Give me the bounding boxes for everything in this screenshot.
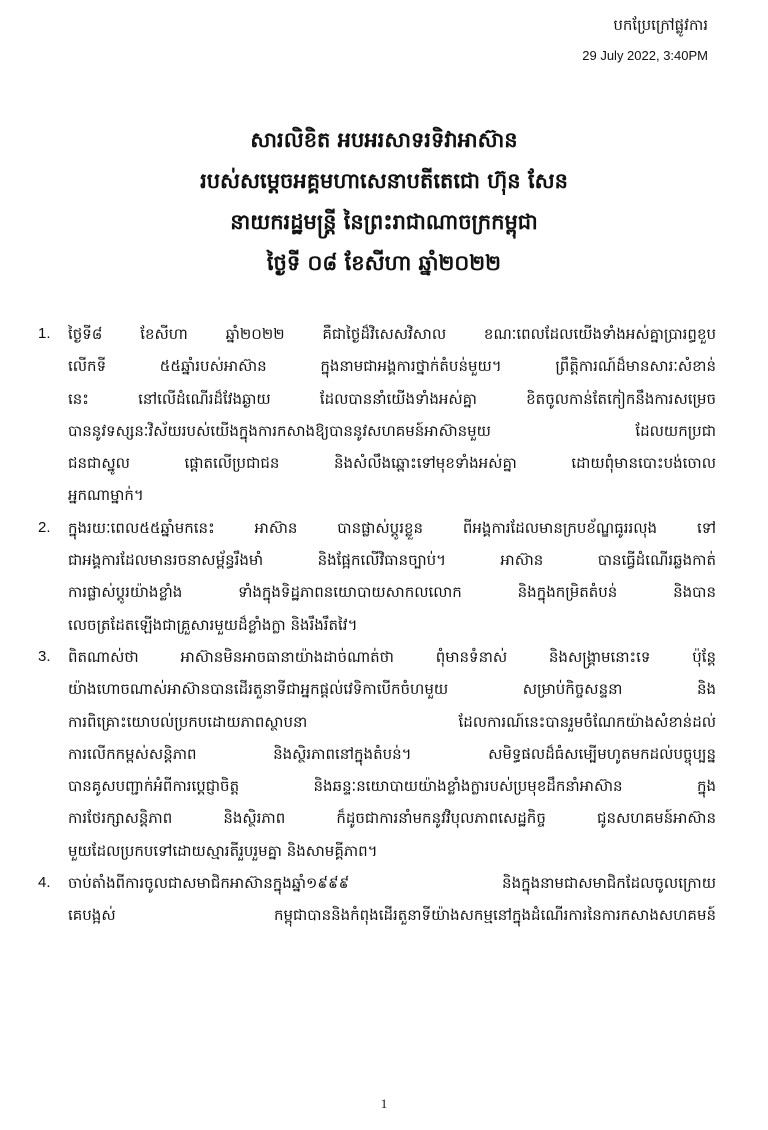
paragraph-line: ការលើកកម្ពស់សន្តិភាព និងស្ថិរភាពនៅក្នុងតំបន់។ សមិទ្ធផលដ៏ធំសម្បើមហូតមកដល់បច្ចុប្បន្ន — [68, 744, 716, 763]
paragraph-item — [38, 318, 716, 512]
paragraph-line: អ្នកណាម្នាក់។ — [68, 486, 144, 505]
paragraph-line: ជាអង្គការដែលមានរចនាសម្ព័ន្ធរឹងមាំ និងផ្អែកលើវិធានច្បាប់។ អាស៊ាន បានធ្វើដំណើរឆ្លងកាត់ — [68, 551, 716, 570]
paragraph-line: គេបង្អស់ កម្ពុជាបាននិងកំពុងដើរតួនាទីយ៉ាងសកម្មនៅក្នុងដំណើរការនៃការកសាងសហគមន៍ — [68, 906, 716, 925]
paragraph-line: បាននូវទស្សនៈវិស័យរបស់យើងក្នុងការកសាងឱ្យបាននូវសហគមន៍អាស៊ានមួយ ដែលយកប្រជា — [68, 421, 716, 440]
paragraph-line: យ៉ាងហោចណាស់អាស៊ានបានដើរតួនាទីជាអ្នកផ្តល់វេទិកាបើកចំហមួយ សម្រាប់កិច្ចសន្ទនា និង — [68, 680, 716, 699]
paragraph-item — [38, 867, 716, 932]
paragraph-line: ការពិគ្រោះយោបល់ប្រកបដោយភាពស្ថាបនា ដែលការណ៍នេះបានរួមចំណែកយ៉ាងសំខាន់ដល់ — [68, 712, 716, 731]
paragraph-line: ជនជាស្នូល ផ្តោតលើប្រជាជន និងសំលឹងឆ្ពោះទៅមុខទាំងអស់គ្នា ដោយពុំមានបោះបង់ចោល — [68, 454, 716, 473]
paragraph-line: លេចត្រដែតឡើងជាគ្រួសារមួយដ៏ខ្លាំងក្លា និងរឹងរឹតវៃ។ — [68, 615, 358, 634]
title-line: នាយករដ្ឋមន្ត្រី នៃព្រះរាជាណាចក្រកម្ពុជា — [230, 210, 538, 234]
paragraph-item — [38, 512, 716, 641]
paragraph-item — [38, 641, 716, 867]
paragraph-number: 1. — [38, 325, 51, 342]
document-header — [582, 14, 708, 66]
message-paragraphs — [38, 318, 716, 932]
paragraph-line: ការផ្លាស់ប្តូរយ៉ាងខ្លាំង ទាំងក្នុងទិដ្ឋភាពនយោបាយសាកលលោក និងក្នុងកម្រិតតំបន់ និងបាន — [68, 583, 716, 602]
paragraph-line: ក្នុងរយៈពេល៥៥ឆ្នាំមកនេះ អាស៊ាន បានផ្លាស់ប្តូរខ្លួន ពីអង្គការដែលមានក្របខ័ណ្ឌធូររលុង ទៅ — [68, 518, 716, 537]
paragraph-line: លើកទី ៥៥ឆ្នាំរបស់អាស៊ាន ក្នុងនាមជាអង្គការថ្នាក់តំបន់មួយ។ ព្រឹត្តិការណ៍ដ៏មានសារៈសំខាន់ — [68, 357, 716, 376]
paragraph-line: ចាប់តាំងពីការចូលជាសមាជិកអាស៊ានក្នុងឆ្នាំ១៩៩៩ និងក្នុងនាមជាសមាជិកដែលចូលក្រោយ — [68, 874, 716, 893]
title-line: ថ្ងៃទី ០៨ ខែសីហា ឆ្នាំ២០២២ — [266, 251, 502, 275]
paragraph-number: 2. — [38, 518, 51, 536]
title-line: សារលិខិត អបអរសាទរទិវាអាស៊ាន — [250, 128, 518, 152]
document-title — [0, 120, 768, 284]
paragraph-line: មួយដែលប្រកបទៅដោយស្មារតីរួបរួមគ្នា និងសាមគ្គីភាព។ — [68, 841, 378, 860]
paragraph-line: នេះ នៅលើដំណើរដ៏វែងឆ្ងាយ ដែលបាននាំយើងទាំងអស់គ្នា ខិតចូលកាន់តែកៀកនឹងការសម្រេច — [68, 389, 716, 408]
paragraph-line: ការថែរក្សាសន្តិភាព និងស្ថិរភាព ក៏ដូចជាការនាំមកនូវវិបុលភាពសេដ្ឋកិច្ច ជូនសហគមន៍អាស៊ាន — [68, 809, 716, 828]
paragraph-line: ពិតណាស់ថា អាស៊ានមិនអាចធានាយ៉ាងដាច់ណាត់ថា ពុំមានទំនាស់ និងសង្គ្រាមនោះទេ ប៉ុន្តែ — [68, 647, 716, 666]
paragraph-number: 3. — [38, 647, 51, 665]
publication-date: 29 July 2022, 3:40PM — [582, 48, 708, 63]
title-line: របស់សម្តេចអគ្គមហាសេនាបតីតេជោ ហ៊ុន សែន — [200, 169, 568, 193]
unofficial-translation-label: បកប្រែក្រៅផ្លូវការ — [613, 16, 708, 34]
paragraph-line: បានគូសបញ្ជាក់អំពីការប្តេជ្ញាចិត្ត និងឆន្ទៈនយោបាយយ៉ាងខ្លាំងក្លារបស់ប្រមុខដឹកនាំអាស៊ាន ក្នុង — [68, 777, 716, 796]
paragraph-number: 4. — [38, 874, 51, 892]
paragraph-line: ថ្ងៃទី៨ ខែសីហា ឆ្នាំ២០២២ គឺជាថ្ងៃដ៏វិសេសវិសាល ខណៈពេលដែលយើងទាំងអស់គ្នាប្រារព្ធខួប — [68, 325, 716, 343]
page-number: 1 — [380, 1096, 388, 1111]
